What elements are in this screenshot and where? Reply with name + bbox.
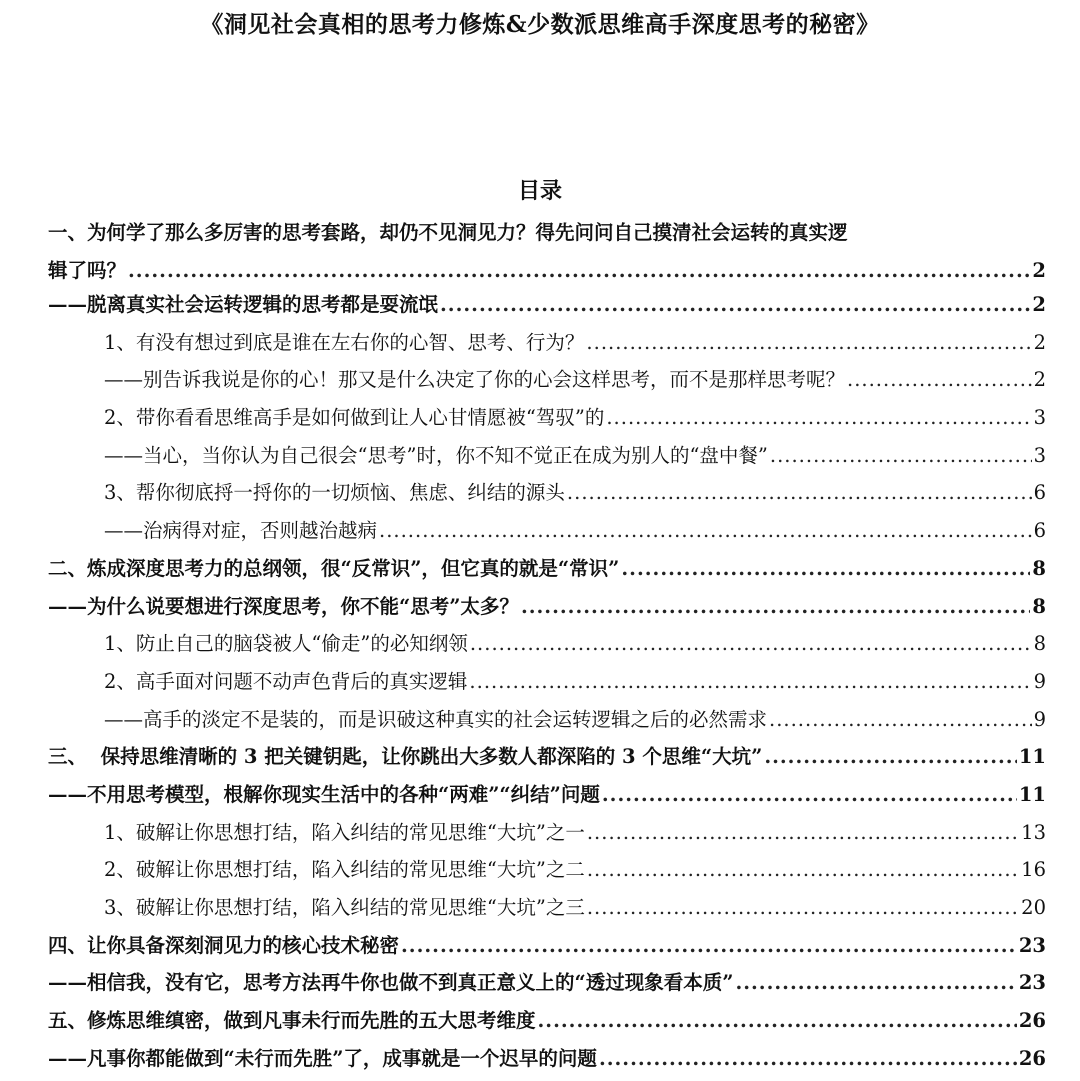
- toc-leader-dots: [602, 780, 1017, 810]
- toc-entry-text-line1: 一、为何学了那么多厉害的思考套路，却仍不见洞见力？得先问问自己摸清社会运转的真实逻: [48, 221, 848, 244]
- toc-page-number: 6: [1033, 481, 1046, 505]
- toc-leader-dots: [567, 478, 1032, 508]
- toc-page-number: 16: [1021, 858, 1046, 882]
- toc-entry-text: 3、破解让你思想打结，陷入纠结的常见思维“大坑”之三: [104, 896, 585, 919]
- toc-page-number: 2: [1033, 368, 1046, 392]
- toc-entry-text: 2、高手面对问题不动声色背后的真实逻辑: [104, 669, 468, 693]
- toc-entry-section-1-2[interactable]: [48, 403, 1046, 441]
- toc-entry-chapter-4[interactable]: [48, 931, 1046, 969]
- toc-entry-text: 2、带你看看思维高手是如何做到让人心甘情愿被“驾驭”的: [104, 406, 605, 430]
- toc-entry-chapter-3-subtitle[interactable]: [48, 780, 1046, 818]
- toc-page-number: 20: [1021, 896, 1046, 919]
- toc-leader-dots: [770, 441, 1032, 471]
- toc-entry-section-1-1[interactable]: [48, 328, 1046, 366]
- toc-leader-dots: [769, 705, 1032, 735]
- toc-entry-text: ——脱离真实社会运转逻辑的思考都是耍流氓: [48, 293, 439, 316]
- toc-leader-dots: [379, 516, 1032, 546]
- toc-leader-dots: [735, 968, 1016, 998]
- toc-leader-dots: [606, 403, 1031, 433]
- toc-entry-text: 2、破解让你思想打结，陷入纠结的常见思维“大坑”之二: [104, 858, 585, 882]
- toc-entry-text: ——治病得对症，否则越治越病: [104, 519, 378, 543]
- toc-leader-dots: [621, 554, 1030, 584]
- toc-entry-chapter-5[interactable]: [48, 1006, 1046, 1044]
- toc-leader-dots: [587, 855, 1019, 885]
- toc-entry-text: 1、破解让你思想打结，陷入纠结的常见思维“大坑”之一: [104, 820, 585, 844]
- toc-page-number: 2: [1033, 330, 1046, 354]
- toc-entry-chapter-1[interactable]: [48, 214, 1046, 290]
- toc-entry-chapter-4-subtitle[interactable]: [48, 968, 1046, 1006]
- toc-entry-section-3-1[interactable]: [48, 818, 1046, 856]
- table-of-contents: [48, 214, 1046, 1081]
- toc-entry-text: 五、修炼思维缜密，做到凡事未行而先胜的五大思考维度: [48, 1009, 536, 1033]
- toc-entry-text: 1、防止自己的脑袋被人“偷走”的必知纲领: [104, 632, 468, 656]
- toc-page-number: 6: [1033, 519, 1046, 543]
- toc-leader-dots: [586, 328, 1031, 358]
- document-title: 《洞见社会真相的思考力修炼&少数派思维高手深度思考的秘密》: [200, 11, 880, 38]
- toc-entry-section-1-1-subtitle[interactable]: [48, 365, 1046, 403]
- toc-leader-dots: [599, 1044, 1017, 1074]
- toc-entry-text: 3、帮你彻底捋一捋你的一切烦恼、焦虑、纠结的源头: [104, 481, 565, 505]
- toc-entry-text: ——为什么说要想进行深度思考，你不能“思考”太多？: [48, 594, 519, 618]
- toc-page-number: 26: [1018, 1009, 1046, 1033]
- toc-entry-chapter-3[interactable]: [48, 742, 1046, 780]
- toc-entry-chapter-5-subtitle[interactable]: [48, 1044, 1046, 1081]
- toc-page-number: 2: [1032, 293, 1046, 316]
- toc-entry-section-2-2[interactable]: [48, 667, 1046, 705]
- toc-page-number: 11: [1018, 782, 1046, 806]
- toc-entry-text: ——相信我，没有它，思考方法再牛你也做不到真正意义上的“透过现象看本质”: [48, 971, 734, 995]
- toc-leader-dots: [470, 629, 1032, 659]
- toc-page-number: 9: [1033, 669, 1046, 693]
- toc-page-number: 11: [1018, 745, 1046, 769]
- toc-page-number: 3: [1033, 443, 1046, 467]
- toc-page-number: 9: [1033, 707, 1046, 731]
- toc-entry-section-3-3[interactable]: [48, 893, 1046, 931]
- toc-entry-chapter-2[interactable]: [48, 554, 1046, 592]
- toc-leader-dots: [538, 1006, 1017, 1036]
- toc-entry-section-3-2[interactable]: [48, 855, 1046, 893]
- toc-entry-text: 四、让你具备深刻洞见力的核心技术秘密: [48, 933, 400, 957]
- toc-entry-section-2-2-subtitle[interactable]: [48, 705, 1046, 743]
- toc-page-number: 23: [1018, 933, 1046, 957]
- toc-entry-section-1-3[interactable]: [48, 478, 1046, 516]
- toc-entry-text: ——别告诉我说是你的心！那又是什么决定了你的心会这样思考，而不是那样思考呢？: [104, 368, 846, 392]
- toc-leader-dots: [440, 290, 1030, 320]
- toc-page-number: 23: [1018, 971, 1046, 995]
- toc-leader-dots: [764, 742, 1017, 772]
- toc-entry-text-line2: 辑了吗？: [48, 259, 127, 282]
- toc-entry-section-2-1[interactable]: [48, 629, 1046, 667]
- toc-entry-text: ——凡事你都能做到“未行而先胜”了，成事就是一个迟早的问题: [48, 1046, 597, 1070]
- toc-leader-dots: [847, 365, 1032, 395]
- toc-page-number: 8: [1032, 556, 1046, 580]
- toc-entry-chapter-1-subtitle[interactable]: [48, 290, 1046, 328]
- toc-leader-dots: [587, 818, 1019, 848]
- toc-entry-section-1-2-subtitle[interactable]: [48, 441, 1046, 479]
- toc-heading: 目录: [517, 178, 562, 204]
- toc-entry-text: 三、 保持思维清晰的 3 把关键钥匙，让你跳出大多数人都深陷的 3 个思维“大坑”: [48, 745, 763, 769]
- toc-page-number: 8: [1032, 594, 1046, 618]
- toc-entry-section-1-3-subtitle[interactable]: [48, 516, 1046, 554]
- toc-page-number: 2: [1032, 259, 1046, 282]
- toc-entry-text: ——高手的淡定不是装的，而是识破这种真实的社会运转逻辑之后的必然需求: [104, 707, 768, 731]
- toc-entry-text: 二、炼成深度思考力的总纲领，很“反常识”，但它真的就是“常识”: [48, 556, 620, 580]
- toc-page-number: 26: [1018, 1046, 1046, 1070]
- toc-entry-text: ——当心，当你认为自己很会“思考”时，你不知不觉正在成为别人的“盘中餐”: [104, 443, 768, 467]
- toc-leader-dots: [128, 252, 1030, 290]
- toc-page-number: 13: [1021, 820, 1046, 844]
- toc-page-number: 3: [1033, 406, 1046, 430]
- toc-entry-chapter-2-subtitle[interactable]: [48, 592, 1046, 630]
- toc-entry-text: ——不用思考模型，根解你现实生活中的各种“两难”“纠结”问题: [48, 782, 600, 806]
- toc-leader-dots: [521, 592, 1030, 622]
- toc-leader-dots: [587, 893, 1019, 923]
- toc-leader-dots: [469, 667, 1031, 697]
- toc-leader-dots: [401, 931, 1017, 961]
- toc-entry-text: 1、有没有想过到底是谁在左右你的心智、思考、行为？: [104, 330, 585, 354]
- toc-page-number: 8: [1033, 632, 1046, 656]
